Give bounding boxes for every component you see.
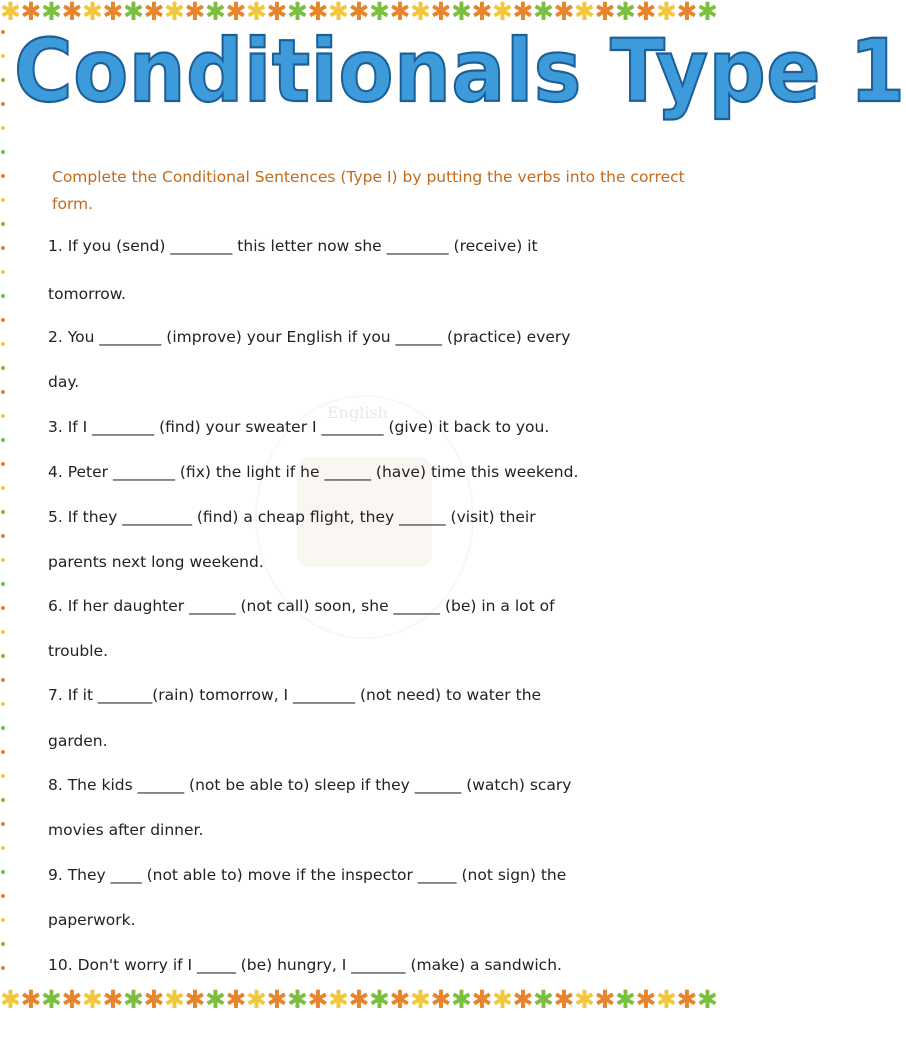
star-icon: ✱ [61,0,83,26]
border-dot [1,822,5,826]
border-dot [1,366,5,370]
star-icon: ✱ [430,985,452,1014]
star-icon: ✱ [205,0,226,26]
border-dot [1,462,5,466]
watermark-text: English [327,403,388,422]
star-icon: ✱ [266,985,288,1014]
border-dot [1,222,5,226]
star-icon: ✱ [0,985,21,1014]
sentence-line: parents next long weekend. [48,553,264,571]
star-icon: ✱ [676,0,698,26]
star-icon: ✱ [410,0,431,26]
star-icon: ✱ [410,985,431,1014]
border-dot [1,702,5,706]
star-icon: ✱ [492,985,513,1014]
star-icon: ✱ [143,985,165,1014]
star-icon: ✱ [451,985,472,1014]
sentence-line: 1. If you (send) ________ this letter now she ________ (receive) it [48,237,538,255]
star-icon: ✱ [164,985,185,1014]
star-icon: ✱ [697,985,718,1014]
border-dot [1,150,5,154]
sentence-line: 7. If it _______(rain) tomorrow, I ________ (not need) to water the [48,686,542,704]
star-icon: ✱ [61,985,83,1014]
star-icon: ✱ [20,985,42,1014]
star-icon: ✱ [369,0,390,26]
sentence-line: 10. Don't worry if I _____ (be) hungry, I _______ (make) a sandwich. [48,956,562,974]
star-icon: ✱ [451,0,472,26]
border-dot [1,918,5,922]
border-dot [1,270,5,274]
star-icon: ✱ [533,985,554,1014]
star-icon: ✱ [533,0,554,26]
sentence-line: 2. You ________ (improve) your English if you ______ (practice) every [48,328,571,346]
star-icon: ✱ [184,0,206,26]
border-dot [1,246,5,250]
border-dot [1,966,5,970]
sentence-line: 4. Peter ________ (fix) the light if he ______ (have) time this weekend. [48,463,579,481]
star-icon: ✱ [328,985,349,1014]
border-dot [1,534,5,538]
star-icon: ✱ [656,985,677,1014]
star-icon: ✱ [574,985,595,1014]
sentence-line: tomorrow. [48,285,126,303]
star-icon: ✱ [225,985,247,1014]
border-dot [1,606,5,610]
border-dot [1,942,5,946]
border-dot [1,678,5,682]
border-dot [1,174,5,178]
star-border-bottom [0,985,716,1015]
star-icon: ✱ [246,0,267,26]
sentence-line: 3. If I ________ (find) your sweater I ________ (give) it back to you. [48,418,550,436]
star-icon: ✱ [102,985,124,1014]
star-icon: ✱ [20,0,42,26]
border-dot [1,798,5,802]
star-icon: ✱ [471,985,493,1014]
star-icon: ✱ [471,0,493,26]
star-icon: ✱ [389,0,411,26]
sentence-line: 5. If they _________ (find) a cheap flight, they ______ (visit) their [48,508,536,526]
star-icon: ✱ [266,0,288,26]
star-icon: ✱ [430,0,452,26]
star-icon: ✱ [102,0,124,26]
star-icon: ✱ [574,0,595,26]
border-dot [1,630,5,634]
border-dot [1,654,5,658]
border-dot [1,558,5,562]
star-icon: ✱ [82,0,103,26]
border-dot [1,30,5,34]
star-icon: ✱ [697,0,718,26]
border-dot [1,390,5,394]
star-icon: ✱ [184,985,206,1014]
border-dot [1,414,5,418]
sentence-line: movies after dinner. [48,821,204,839]
star-icon: ✱ [307,985,329,1014]
star-icon: ✱ [553,0,575,26]
sentence-line: day. [48,373,80,391]
star-icon: ✱ [512,0,534,26]
sentence-line: 8. The kids ______ (not be able to) sleep if they ______ (watch) scary [48,776,572,794]
star-icon: ✱ [615,0,636,26]
border-dot [1,894,5,898]
star-icon: ✱ [615,985,636,1014]
border-dot [1,198,5,202]
star-icon: ✱ [41,985,62,1014]
star-icon: ✱ [123,985,144,1014]
border-dot [1,726,5,730]
sentence-line: 9. They ____ (not able to) move if the inspector _____ (not sign) the [48,866,567,884]
star-icon: ✱ [307,0,329,26]
border-dot [1,774,5,778]
star-icon: ✱ [594,0,616,26]
star-icon: ✱ [512,985,534,1014]
border-dot [1,126,5,130]
border-dot [1,870,5,874]
border-dot [1,486,5,490]
dotted-border-left [0,30,6,985]
star-icon: ✱ [164,0,185,26]
star-icon: ✱ [328,0,349,26]
star-icon: ✱ [0,0,21,26]
border-dot [1,318,5,322]
star-icon: ✱ [205,985,226,1014]
star-icon: ✱ [348,0,370,26]
star-icon: ✱ [594,985,616,1014]
star-icon: ✱ [143,0,165,26]
star-icon: ✱ [246,985,267,1014]
star-icon: ✱ [225,0,247,26]
sentence-line: 6. If her daughter ______ (not call) soon, she ______ (be) in a lot of [48,597,555,615]
border-dot [1,102,5,106]
border-dot [1,54,5,58]
star-icon: ✱ [635,0,657,26]
border-dot [1,510,5,514]
star-icon: ✱ [287,0,308,26]
border-dot [1,438,5,442]
instructions: Complete the Conditional Sentences (Type I) by putting the verbs into the correct form. [52,168,685,213]
star-icon: ✱ [635,985,657,1014]
border-dot [1,294,5,298]
star-icon: ✱ [82,985,103,1014]
star-icon: ✱ [389,985,411,1014]
star-icon: ✱ [369,985,390,1014]
border-dot [1,342,5,346]
border-dot [1,78,5,82]
star-icon: ✱ [656,0,677,26]
star-icon: ✱ [287,985,308,1014]
sentence-line: trouble. [48,642,109,660]
sentence-line: garden. [48,732,108,750]
star-icon: ✱ [676,985,698,1014]
border-dot [1,750,5,754]
page-title: Conditionals Type 1 [14,21,906,122]
star-icon: ✱ [348,985,370,1014]
star-icon: ✱ [123,0,144,26]
star-icon: ✱ [492,0,513,26]
star-icon: ✱ [41,0,62,26]
sentence-line: paperwork. [48,911,136,929]
border-dot [1,846,5,850]
border-dot [1,582,5,586]
star-icon: ✱ [553,985,575,1014]
